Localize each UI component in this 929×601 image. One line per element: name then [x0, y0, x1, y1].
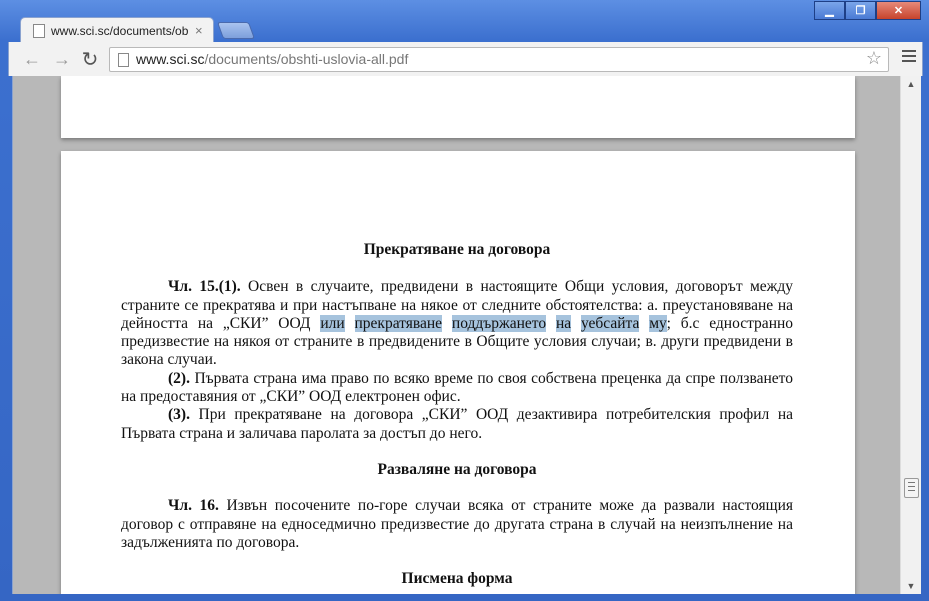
address-bar[interactable]: [109, 47, 889, 72]
section-heading: Прекратяване на договора: [363, 241, 551, 258]
paragraph-art16: [121, 497, 793, 552]
paragraph-art15-1: [121, 278, 793, 369]
pdf-page-current: [61, 151, 855, 594]
minimize-button[interactable]: ▁: [814, 1, 845, 20]
article-label: (3).: [168, 406, 190, 424]
highlighted-word: поддържането: [451, 314, 547, 332]
forward-button[interactable]: →: [53, 48, 71, 69]
reload-button[interactable]: ↻: [81, 48, 99, 71]
paragraph-text: Първата страна има право по всяко време по своя собствена преценка да спре ползването на предоставяния от „СКИ” ООД електронен офис.: [121, 369, 793, 406]
paragraph-art15-3: [121, 406, 793, 443]
page-icon: [33, 24, 45, 38]
url-host: www.sci.sc: [136, 51, 205, 67]
pdf-page-previous: [61, 76, 855, 138]
scroll-down-icon[interactable]: ▼: [906, 581, 916, 591]
tab-close-icon[interactable]: ×: [195, 23, 203, 38]
paragraph-text: Освен в случаите, предвидени в настоящите Общи условия, договорът между страните се прекратява и при настъпване на някое от следните обстоятелства: а. преустановяване на дейността на „СКИ” ООД: [121, 278, 793, 332]
close-window-button[interactable]: ✕: [876, 1, 921, 20]
new-tab-button[interactable]: [217, 22, 255, 39]
menu-icon[interactable]: [902, 50, 916, 65]
url-text[interactable]: [136, 51, 408, 67]
paragraph-text: ; б.с едностранно предизвестие на някоя от страните в предвидените в Общите условия случаи; в. други предвидени в закона случаи.: [121, 314, 794, 369]
tab-title: www.sci.sc/documents/ob: [51, 23, 189, 38]
highlighted-word: му: [649, 314, 667, 332]
section-heading: Разваляне на договора: [377, 460, 537, 478]
paragraph-text: При прекратяване на договора „СКИ” ООД дезактивира потребителския профил на Първата страна и заличава паролата за достъп до него.: [121, 406, 793, 442]
toolbar: [8, 42, 923, 76]
highlighted-word: уебсайта: [581, 314, 640, 332]
paragraph-art15-2: [121, 370, 793, 407]
highlighted-word: прекратяване: [354, 314, 443, 332]
back-button[interactable]: ←: [23, 48, 41, 69]
highlighted-word: на: [555, 314, 572, 332]
scroll-thumb[interactable]: [904, 478, 919, 498]
bookmark-star-icon[interactable]: ☆: [865, 48, 882, 68]
pdf-viewport[interactable]: [12, 76, 901, 594]
page-icon: [118, 53, 129, 67]
tab-active[interactable]: [20, 17, 214, 43]
document-body: [121, 241, 793, 588]
section-heading: Писмена форма: [401, 570, 513, 588]
scroll-up-icon[interactable]: ▲: [906, 79, 916, 89]
article-label: Чл. 16.: [168, 497, 219, 515]
window-bottom-edge: [8, 594, 921, 601]
paragraph-text: Извън посочените по-горе случаи всяка от страните може да развали настоящия договор с отправяне на едноседмично предизвестие до другата страна в случай на неизпълнение на задълженията по договора.: [121, 497, 793, 551]
article-label: (2).: [168, 369, 190, 387]
maximize-button[interactable]: ❐: [845, 1, 876, 20]
tab-strip: [0, 0, 929, 42]
vertical-scrollbar[interactable]: [900, 76, 921, 594]
article-label: Чл. 15.(1).: [168, 278, 241, 296]
url-path: /documents/obshti-uslovia-all.pdf: [204, 51, 409, 67]
highlighted-word: или: [320, 314, 345, 332]
